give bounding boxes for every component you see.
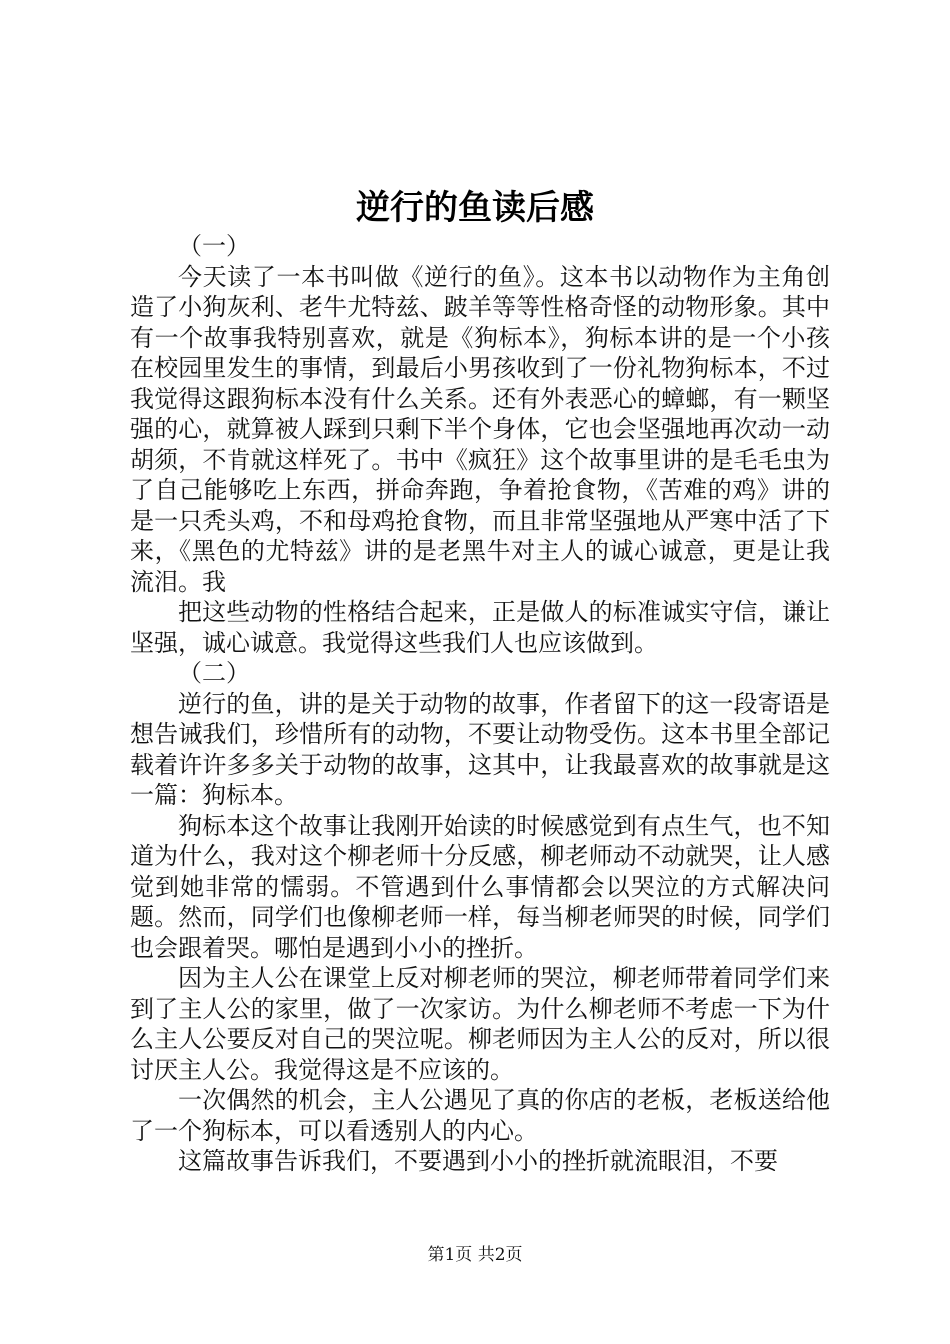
- document-title: 逆行的鱼读后感: [356, 188, 594, 228]
- paragraph: 今天读了一本书叫做《逆行的鱼》。这本书以动物作为主角创造了小狗灰利、老牛尤特兹、跛羊等等性格奇怪的动物形象。其中有一个故事我特别喜欢，就是《狗标本》，狗标本讲的是一个小孩在校园里发生的事情，到最后小男孩收到了一份礼物狗标本，不过我觉得这跟狗标本没有什么关系。还有外表恶心的蟑螂，有一颗坚强的心，就算被人踩到只剩下半个身体，它也会坚强地再次动一动胡须，不肯就这样死了。书中《疯狂》这个故事里讲的是毛毛虫为了自己能够吃上东西，拼命奔跑，争着抢食物，《苦难的鸡》讲的是一只秃头鸡，不和母鸡抢食物，而且非常坚强地从严寒中活了下来，《黑色的尤特兹》讲的是老黑牛对主人的诚心诚意，更是让我流泪。我: [130, 262, 830, 596]
- paragraph: 逆行的鱼，讲的是关于动物的故事，作者留下的这一段寄语是想告诫我们，珍惜所有的动物，不要让动物受伤。这本书里全部记载着许许多多关于动物的故事，这其中，让我最喜欢的故事就是这一篇：狗标本。: [130, 689, 830, 809]
- section-heading-1: （一）: [178, 232, 250, 260]
- paragraph: 狗标本这个故事让我刚开始读的时候感觉到有点生气，也不知道为什么，我对这个柳老师十分反感，柳老师动不动就哭，让人感觉到她非常的懦弱。不管遇到什么事情都会以哭泣的方式解决问题。然而，同学们也像柳老师一样，每当柳老师哭的时候，同学们也会跟着哭。哪怕是遇到小小的挫折。: [130, 811, 830, 962]
- paragraph: 这篇故事告诉我们，不要遇到小小的挫折就流眼泪，不要: [178, 1147, 778, 1175]
- document-body: [130, 231, 830, 1177]
- paragraph: 把这些动物的性格结合起来，正是做人的标准诚实守信，谦让坚强，诚心诚意。我觉得这些我们人也应该做到。: [130, 598, 830, 657]
- paragraph: 一次偶然的机会，主人公遇见了真的你店的老板，老板送给他了一个狗标本，可以看透别人的内心。: [130, 1086, 830, 1145]
- section-heading-2: （二）: [178, 659, 250, 687]
- paragraph: 因为主人公在课堂上反对柳老师的哭泣，柳老师带着同学们来到了主人公的家里，做了一次家访。为什么柳老师不考虑一下为什么主人公要反对自己的哭泣呢。柳老师因为主人公的反对，所以很讨厌主人公。我觉得这是不应该的。: [130, 964, 830, 1084]
- page-footer: 第1页 共2页: [427, 1245, 523, 1265]
